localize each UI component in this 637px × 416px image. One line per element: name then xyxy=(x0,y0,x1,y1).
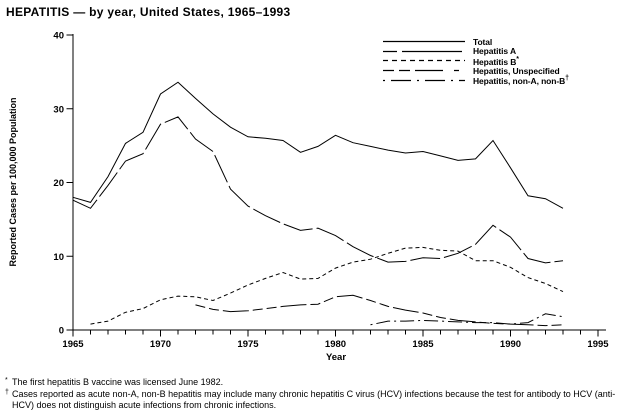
legend-label: Hepatitis, non-A, non-B† xyxy=(473,74,569,86)
footnote-text: The first hepatitis B vaccine was licensed June 1982. xyxy=(12,377,224,387)
legend-label: Total xyxy=(473,36,493,47)
y-tick-label: 10 xyxy=(53,251,64,263)
legend-line-sample xyxy=(383,56,465,65)
y-tick-label: 0 xyxy=(58,325,64,337)
series-line-hepatitis-non-a-non-b xyxy=(371,314,564,325)
x-tick-label: 1985 xyxy=(412,339,434,350)
series-line-total xyxy=(73,82,563,208)
legend-line-sample xyxy=(383,47,465,56)
y-tick-label: 30 xyxy=(53,104,64,116)
legend-label: Hepatitis A xyxy=(473,46,516,57)
legend-label: Hepatitis, Unspecified xyxy=(473,65,560,76)
footnote-marker: † xyxy=(5,388,9,396)
legend-row-total xyxy=(383,37,569,47)
legend xyxy=(383,37,569,85)
footnote-marker: * xyxy=(5,377,8,384)
legend-row-hepatitis-non-a-non-b xyxy=(383,75,569,85)
footnote-text: Cases reported as acute non-A, non-B hepatitis may include many chronic hepatitis C virus (HCV) infections because the test for antibody to HCV (anti-HCV) does not distinguish acute infections from chronic infections. xyxy=(12,388,616,410)
legend-label: Hepatitis B* xyxy=(473,55,519,67)
legend-line-sample xyxy=(383,66,465,75)
x-tick-label: 1995 xyxy=(587,339,609,350)
x-tick-label: 1980 xyxy=(324,339,347,350)
series-line-hepatitis-unspecified xyxy=(196,295,564,325)
legend-line-sample xyxy=(383,37,465,46)
x-tick-label: 1965 xyxy=(62,339,84,350)
x-tick-label: 1990 xyxy=(499,339,522,350)
footnotes xyxy=(5,377,629,412)
series-line-hepatitis-a xyxy=(73,117,563,263)
x-tick-label: 1970 xyxy=(149,339,172,350)
footnote-1 xyxy=(5,377,629,389)
y-axis-title: Reported Cases per 100,000 Population xyxy=(8,97,18,267)
y-tick-label: 40 xyxy=(53,30,64,42)
x-axis-title: Year xyxy=(325,352,347,363)
series-line-hepatitis-b xyxy=(91,247,564,324)
legend-line-sample xyxy=(383,76,465,85)
footnote-2 xyxy=(5,389,629,412)
legend-row-hepatitis-b xyxy=(383,56,569,66)
page-title: HEPATITIS — by year, United States, 1965–1993 xyxy=(6,5,291,19)
x-tick-label: 1975 xyxy=(237,339,259,350)
y-tick-label: 20 xyxy=(53,178,64,189)
